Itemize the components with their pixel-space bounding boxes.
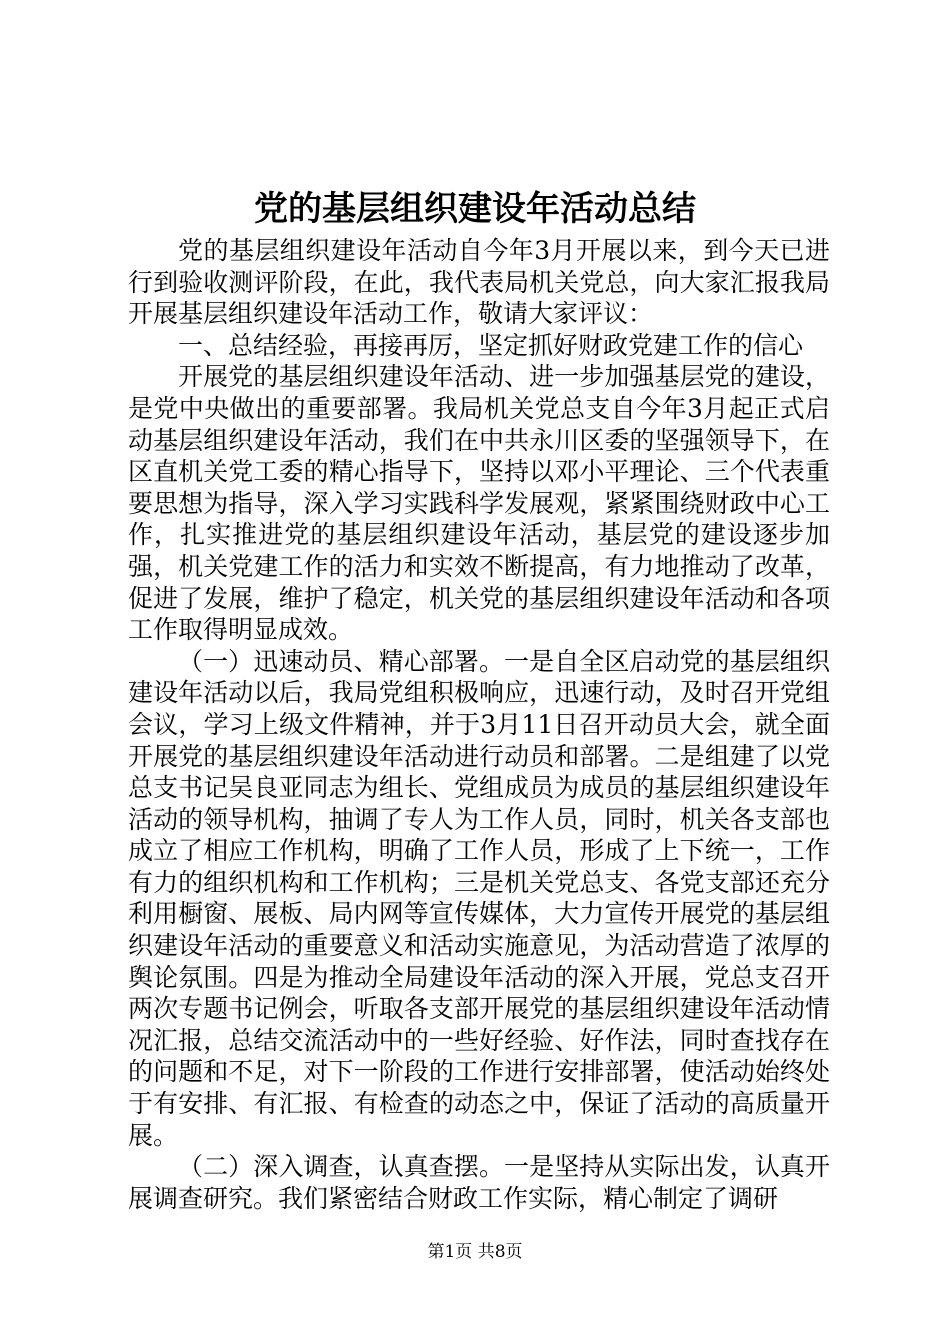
intro-paragraph: 党的基层组织建设年活动自今年3月开展以来，到今天已进行到验收测评阶段，在此，我代表局机关党总，向大家汇报我局开展基层组织建设年活动工作，敬请大家评议：	[128, 236, 830, 329]
section-heading-1: 一、总结经验，再接再厉，坚定抓好财政党建工作的信心	[178, 330, 804, 360]
subsection-1-paragraph: （一）迅速动员、精心部署。一是自全区启动党的基层组织建设年活动以后，我局党组积极响应，迅速行动，及时召开党组会议，学习上级文件精神，并于3月11日召开动员大会，就全面开展党的基层组织建设年活动进行动员和部署。二是组建了以党总支书记吴良亚同志为组长、党组成员为成员的基层组织建设年活动的领导机构，抽调了专人为工作人员，同时，机关各支部也成立了相应工作机构，明确了工作人员，形成了上下统一，工作有力的组织机构和工作机构；三是机关党总支、各党支部还充分利用橱窗、展板、局内网等宣传媒体，大力宣传开展党的基层组织建设年活动的重要意义和活动实施意见，为活动营造了浓厚的舆论氛围。四是为推动全局建设年活动的深入开展，党总支召开两次专题书记例会，听取各支部开展党的基层组织建设年活动情况汇报，总结交流活动中的一些好经验、好作法，同时查找存在的问题和不足，对下一阶段的工作进行安排部署，使活动始终处于有安排、有汇报、有检查的动态之中，保证了活动的高质量开展。	[128, 646, 830, 1150]
document-title: 党的基层组织建设年活动总结	[254, 189, 696, 229]
page-number-footer: 第1页 共8页	[427, 1242, 523, 1262]
document-body	[128, 235, 830, 1214]
subsection-2-paragraph: （二）深入调查，认真查摆。一是坚持从实际出发，认真开展调查研究。我们紧密结合财政工作实际，精心制定了调研	[128, 1152, 830, 1213]
section-1-paragraph: 开展党的基层组织建设年活动、进一步加强基层党的建设，是党中央做出的重要部署。我局机关党总支自今年3月起正式启动基层组织建设年活动，我们在中共永川区委的坚强领导下，在区直机关党工委的精心指导下，坚持以邓小平理论、三个代表重要思想为指导，深入学习实践科学发展观，紧紧围绕财政中心工作，扎实推进党的基层组织建设年活动，基层党的建设逐步加强，机关党建工作的活力和实效不断提高，有力地推动了改革，促进了发展，维护了稳定，机关党的基层组织建设年活动和各项工作取得明显成效。	[128, 362, 830, 645]
